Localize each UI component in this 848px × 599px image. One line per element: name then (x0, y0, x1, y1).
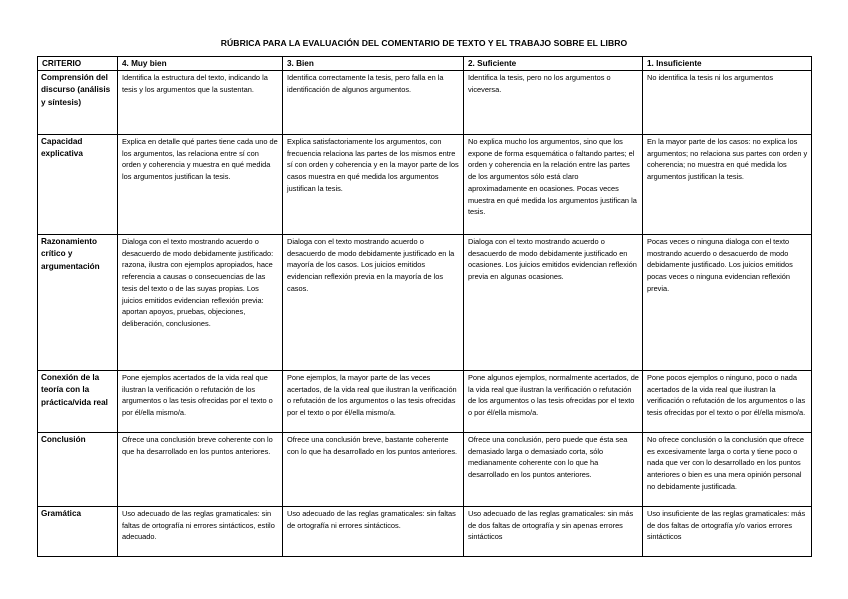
header-criterio: CRITERIO (38, 57, 118, 71)
level-1-cell: Uso insuficiente de las reglas gramaticales: más de dos faltas de ortografía y/o varios errores sintácticos (643, 507, 812, 557)
table-row (38, 235, 812, 371)
level-4-cell: Ofrece una conclusión breve coherente con lo que ha desarrollado en los puntos anteriores. (118, 433, 283, 507)
criterion-cell: Conclusión (38, 433, 118, 507)
level-2-cell: Identifica la tesis, pero no los argumentos o viceversa. (464, 71, 643, 135)
level-1-cell: En la mayor parte de los casos: no explica los argumentos; no relaciona sus partes con orden y coherencia; no muestra en qué medida los argumentos justifican la tesis. (643, 135, 812, 235)
rubric-table (37, 56, 812, 557)
level-3-cell: Pone ejemplos, la mayor parte de las veces acertados, de la vida real que ilustran la verificación o refutación de los argumentos o las tesis ofrecidas por el texto o por él/ella mismo/a. (283, 371, 464, 433)
level-2-cell: Ofrece una conclusión, pero puede que ésta sea demasiado larga o demasiado corta, sólo medianamente coherente con lo que ha desarrollado en los puntos anteriores. (464, 433, 643, 507)
criterion-cell: Razonamiento crítico y argumentación (38, 235, 118, 371)
level-3-cell: Uso adecuado de las reglas gramaticales: sin faltas de ortografía ni errores sintácticos. (283, 507, 464, 557)
level-4-cell: Uso adecuado de las reglas gramaticales: sin faltas de ortografía ni errores sintácticos, estilo adecuado. (118, 507, 283, 557)
level-2-cell: No explica mucho los argumentos, sino que los expone de forma esquemática o faltando partes; el orden y coherencia en la relación entre las partes de los argumentos sólo está claro aproximadamente en ocasiones. Pocas veces muestra en qué medida los argumentos justifican la tesis. (464, 135, 643, 235)
table-header-row (38, 57, 812, 71)
level-3-cell: Dialoga con el texto mostrando acuerdo o desacuerdo de modo debidamente justificado en la mayoría de los casos. Los juicios emitidos evidencian reflexión previa en la mayoría de los casos. (283, 235, 464, 371)
header-bien: 3. Bien (283, 57, 464, 71)
criterion-cell: Comprensión del discurso (análisis y síntesis) (38, 71, 118, 135)
level-2-cell: Pone algunos ejemplos, normalmente acertados, de la vida real que ilustran la verificación o refutación de los argumentos o las tesis ofrecidas por el texto o por él/ella mismo/a. (464, 371, 643, 433)
level-1-cell: No ofrece conclusión o la conclusión que ofrece es excesivamente larga o corta y tiene poco o nada que ver con lo desarrollado en los puntos anteriores o bien es una mera opinión personal no debidamente justificada. (643, 433, 812, 507)
table-row (38, 135, 812, 235)
table-row (38, 433, 812, 507)
level-2-cell: Uso adecuado de las reglas gramaticales: sin más de dos faltas de ortografía y sin apenas errores sintácticos (464, 507, 643, 557)
criterion-cell: Conexión de la teoría con la práctica/vida real (38, 371, 118, 433)
header-insuficiente: 1. Insuficiente (643, 57, 812, 71)
table-row (38, 507, 812, 557)
criterion-cell: Gramática (38, 507, 118, 557)
table-row (38, 371, 812, 433)
level-4-cell: Pone ejemplos acertados de la vida real que ilustran la verificación o refutación de los argumentos o las tesis ofrecidas por el texto o por él/ella mismo/a. (118, 371, 283, 433)
header-suficiente: 2. Suficiente (464, 57, 643, 71)
level-1-cell: No identifica la tesis ni los argumentos (643, 71, 812, 135)
criterion-cell: Capacidad explicativa (38, 135, 118, 235)
document-title: RÚBRICA PARA LA EVALUACIÓN DEL COMENTARIO DE TEXTO Y EL TRABAJO SOBRE EL LIBRO (220, 38, 628, 48)
level-1-cell: Pocas veces o ninguna dialoga con el texto mostrando acuerdo o desacuerdo de modo debidamente justificado. Los juicios emitidos pocas veces o ninguna evidencian reflexión previa. (643, 235, 812, 371)
table-row (38, 71, 812, 135)
level-3-cell: Identifica correctamente la tesis, pero falla en la identificación de algunos argumentos. (283, 71, 464, 135)
level-2-cell: Dialoga con el texto mostrando acuerdo o desacuerdo de modo debidamente justificado en ocasiones. Los juicios emitidos evidencian reflexión previa en algunas ocasiones. (464, 235, 643, 371)
header-muy-bien: 4. Muy bien (118, 57, 283, 71)
level-1-cell: Pone pocos ejemplos o ninguno, poco o nada acertados de la vida real que ilustran la verificación o refutación de los argumentos o las tesis ofrecidas por el texto o por él/ella mismo/a. (643, 371, 812, 433)
level-4-cell: Explica en detalle qué partes tiene cada uno de los argumentos, las relaciona entre sí con orden y coherencia y muestra en qué medida los argumentos justifican la tesis. (118, 135, 283, 235)
level-3-cell: Explica satisfactoriamente los argumentos, con frecuencia relaciona las partes de los mismos entre sí con orden y coherencia y en la mayor parte de los casos muestra en qué medida los argumentos justifican la tesis. (283, 135, 464, 235)
level-3-cell: Ofrece una conclusión breve, bastante coherente con lo que ha desarrollado en los puntos anteriores. (283, 433, 464, 507)
level-4-cell: Identifica la estructura del texto, indicando la tesis y los argumentos que la sustentan. (118, 71, 283, 135)
level-4-cell: Dialoga con el texto mostrando acuerdo o desacuerdo de modo debidamente justificado: razona, ilustra con ejemplos apropiados, hace referencia a causas o consecuencias de las tesis del texto o de las suyas propias. Los juicios emitidos evidencian reflexión previa: aportan apoyos, pruebas, objeciones, deliberación, conclusiones. (118, 235, 283, 371)
